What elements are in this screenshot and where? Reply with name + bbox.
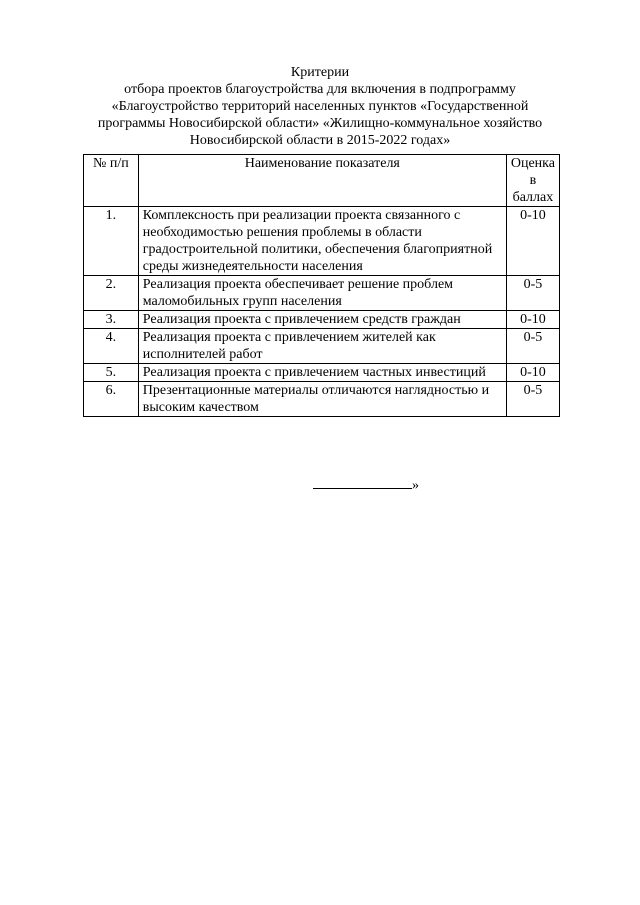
row-number: 4. bbox=[84, 329, 139, 364]
table-row bbox=[84, 207, 560, 276]
row-number: 1. bbox=[84, 207, 139, 276]
row-number: 3. bbox=[84, 311, 139, 329]
row-indicator-name: Комплексность при реализации проекта связанного с необходимостью решения проблемы в области градостроительной политики, обеспечения благоприятной среды жизнедеятельности населения bbox=[138, 207, 506, 276]
blank-underline bbox=[313, 474, 412, 489]
row-indicator-name: Презентационные материалы отличаются наглядностью и высоким качеством bbox=[138, 382, 506, 417]
row-number: 5. bbox=[84, 364, 139, 382]
title-line: отбора проектов благоустройства для включения в подпрограмму bbox=[124, 82, 516, 97]
table-header-row bbox=[84, 155, 560, 207]
row-indicator-name: Реализация проекта с привлечением жителей как исполнителей работ bbox=[138, 329, 506, 364]
closing-line bbox=[313, 474, 419, 494]
table-row bbox=[84, 329, 560, 364]
title-line: программы Новосибирской области» «Жилищно-коммунальное хозяйство bbox=[97, 116, 543, 131]
row-number: 2. bbox=[84, 276, 139, 311]
title-line: Критерии bbox=[290, 65, 350, 80]
row-score: 0-10 bbox=[506, 364, 559, 382]
row-number: 6. bbox=[84, 382, 139, 417]
title-line: «Благоустройство территорий населенных пунктов «Государственной bbox=[111, 99, 529, 114]
title-line: Новосибирской области в 2015-2022 годах» bbox=[189, 133, 451, 148]
row-score: 0-10 bbox=[506, 311, 559, 329]
closing-quote-mark: » bbox=[412, 478, 419, 493]
header-score: Оценка в баллах bbox=[506, 155, 559, 207]
table-row bbox=[84, 382, 560, 417]
row-indicator-name: Реализация проекта обеспечивает решение проблем маломобильных групп населения bbox=[138, 276, 506, 311]
row-score: 0-10 bbox=[506, 207, 559, 276]
header-indicator-name: Наименование показателя bbox=[138, 155, 506, 207]
document-title bbox=[80, 64, 560, 149]
row-indicator-name: Реализация проекта с привлечением частных инвестиций bbox=[138, 364, 506, 382]
header-number: № п/п bbox=[84, 155, 139, 207]
row-score: 0-5 bbox=[506, 276, 559, 311]
table-row bbox=[84, 276, 560, 311]
table-row bbox=[84, 364, 560, 382]
table-row bbox=[84, 311, 560, 329]
criteria-table bbox=[83, 154, 560, 417]
row-indicator-name: Реализация проекта с привлечением средств граждан bbox=[138, 311, 506, 329]
row-score: 0-5 bbox=[506, 382, 559, 417]
row-score: 0-5 bbox=[506, 329, 559, 364]
